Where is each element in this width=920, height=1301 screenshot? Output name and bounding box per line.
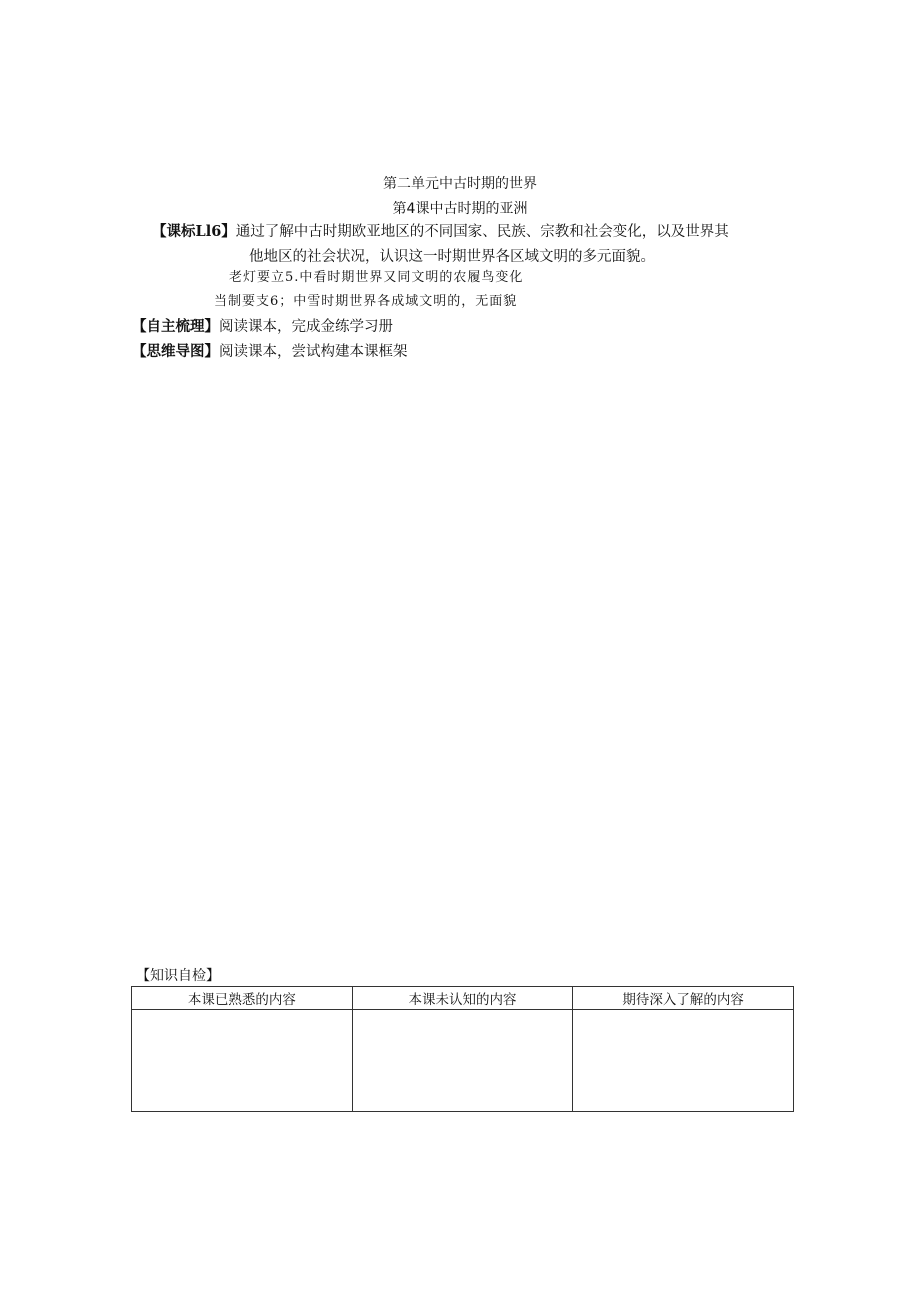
self-study-text: 阅读课本，完成金练学习册 xyxy=(219,319,393,335)
header-expected: 期待深入了解的内容 xyxy=(573,987,794,1010)
handwritten-note-1: 老灯要立5.中看时期世界又同文明的农履鸟变化 xyxy=(229,270,524,285)
cell-expected[interactable] xyxy=(573,1010,794,1112)
table-row xyxy=(132,1010,794,1112)
standard-text-1: 通过了解中古时期欧亚地区的不同国家、民族、宗教和社会变化，以及世界其 xyxy=(235,224,729,240)
knowledge-check-table xyxy=(131,986,794,1112)
mind-map-line xyxy=(132,340,408,361)
lesson-title: 第4课中古时期的亚洲 xyxy=(392,201,528,217)
self-study-label: 【自主梳理】 xyxy=(132,318,219,335)
table-header-row xyxy=(132,987,794,1010)
handwritten-note-2: 当制要支6；中雪时期世界各成域文明的，无面貌 xyxy=(214,294,518,309)
unit-title: 第二单元中古时期的世界 xyxy=(383,176,537,192)
self-study-line xyxy=(132,315,393,336)
header-familiar: 本课已熟悉的内容 xyxy=(132,987,353,1010)
cell-familiar[interactable] xyxy=(132,1010,353,1112)
standard-line-1 xyxy=(152,220,729,241)
standard-line-2: 他地区的社会状况，认识这一时期世界各区域文明的多元面貌。 xyxy=(249,249,655,265)
mind-map-text: 阅读课本，尝试构建本课框架 xyxy=(219,344,408,360)
header-unknown: 本课未认知的内容 xyxy=(352,987,573,1010)
standard-label: 【课标Ll6】 xyxy=(152,223,236,240)
cell-unknown[interactable] xyxy=(352,1010,573,1112)
mind-map-label: 【思维导图】 xyxy=(132,343,219,360)
knowledge-check-label: 【知识自检】 xyxy=(136,968,220,984)
